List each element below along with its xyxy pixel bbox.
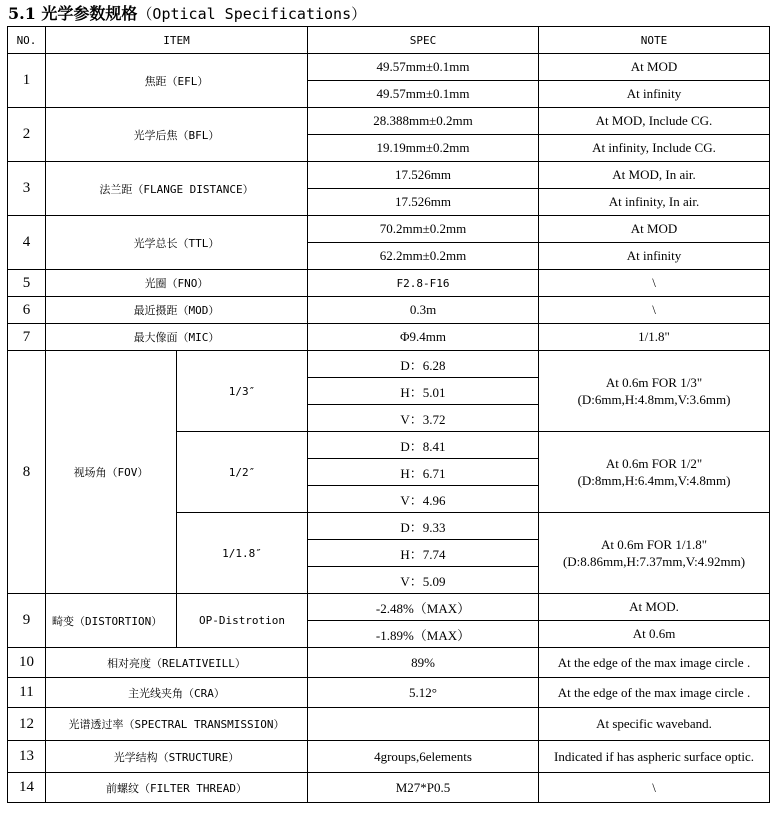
spec-cell: V：5.09 [308, 567, 539, 594]
table-row [8, 216, 770, 243]
spec-cell: M27*P0.5 [308, 773, 539, 803]
table-row [8, 678, 770, 708]
sensor-size-cell: 1/3″ [177, 351, 308, 432]
spec-cell: H：7.74 [308, 540, 539, 567]
note-cell: At MOD. [539, 594, 770, 621]
item-cell: 畸变（DISTORTION） [46, 594, 177, 648]
spec-cell: D：8.41 [308, 432, 539, 459]
item-cell: 相对亮度（RELATIVEILL） [46, 648, 308, 678]
note-line: (D:6mm,H:4.8mm,V:3.6mm) [577, 392, 731, 407]
row-number: 5 [8, 270, 46, 297]
row-number: 9 [8, 594, 46, 648]
section-title-cn: 5.1 光学参数规格 [8, 4, 138, 23]
row-number: 14 [8, 773, 46, 803]
table-row [8, 648, 770, 678]
item-cell: 主光线夹角（CRA） [46, 678, 308, 708]
item-cell: 光学后焦（BFL） [46, 108, 308, 162]
note-cell: \ [539, 270, 770, 297]
header-spec: SPEC [308, 27, 539, 54]
spec-cell: D：9.33 [308, 513, 539, 540]
sub-item-cell: OP-Distrotion [177, 594, 308, 648]
table-row [8, 108, 770, 135]
spec-cell: 49.57mm±0.1mm [308, 54, 539, 81]
spec-cell: 17.526mm [308, 189, 539, 216]
table-row [8, 594, 770, 621]
note-cell [539, 513, 770, 594]
row-number: 7 [8, 324, 46, 351]
spec-cell: 17.526mm [308, 162, 539, 189]
spec-cell: F2.8-F16 [308, 270, 539, 297]
spec-cell: 70.2mm±0.2mm [308, 216, 539, 243]
note-cell: At MOD, In air. [539, 162, 770, 189]
table-row [8, 162, 770, 189]
note-cell: At infinity, In air. [539, 189, 770, 216]
sensor-size-cell: 1/2″ [177, 432, 308, 513]
note-cell: At MOD [539, 216, 770, 243]
table-row [8, 297, 770, 324]
note-cell: 1/1.8" [539, 324, 770, 351]
note-cell [539, 351, 770, 432]
section-title-en: （Optical Specifications） [137, 5, 367, 23]
item-cell: 光圈（FNO） [46, 270, 308, 297]
item-cell: 最大像面（MIC） [46, 324, 308, 351]
spec-cell: 0.3m [308, 297, 539, 324]
note-line: (D:8mm,H:6.4mm,V:4.8mm) [577, 473, 731, 488]
table-row [8, 324, 770, 351]
spec-cell: V：3.72 [308, 405, 539, 432]
spec-cell: -1.89%（MAX） [308, 621, 539, 648]
header-note: NOTE [539, 27, 770, 54]
note-line: At 0.6m FOR 1/3" [605, 375, 703, 390]
optical-spec-table [7, 26, 770, 803]
spec-cell: H：6.71 [308, 459, 539, 486]
note-line: At 0.6m FOR 1/1.8" [600, 537, 708, 552]
note-line: At 0.6m FOR 1/2" [605, 456, 703, 471]
note-line: (D:8.86mm,H:7.37mm,V:4.92mm) [562, 554, 746, 569]
row-number: 1 [8, 54, 46, 108]
item-cell: 光学结构（STRUCTURE） [46, 741, 308, 773]
note-cell: At MOD, Include CG. [539, 108, 770, 135]
spec-cell: 19.19mm±0.2mm [308, 135, 539, 162]
item-cell: 法兰距（FLANGE DISTANCE） [46, 162, 308, 216]
header-row [8, 27, 770, 54]
note-cell: At 0.6m [539, 621, 770, 648]
item-cell: 视场角（FOV） [46, 351, 177, 594]
section-title [8, 2, 366, 26]
sensor-size-cell: 1/1.8″ [177, 513, 308, 594]
row-number: 3 [8, 162, 46, 216]
row-number: 11 [8, 678, 46, 708]
note-cell: At infinity [539, 243, 770, 270]
spec-cell: H：5.01 [308, 378, 539, 405]
spec-cell: Φ9.4mm [308, 324, 539, 351]
spec-cell: V：4.96 [308, 486, 539, 513]
spec-cell: 28.388mm±0.2mm [308, 108, 539, 135]
row-number: 8 [8, 351, 46, 594]
item-cell: 前螺纹（FILTER THREAD） [46, 773, 308, 803]
row-number: 2 [8, 108, 46, 162]
spec-cell: 4groups,6elements [308, 741, 539, 773]
header-no: NO. [8, 27, 46, 54]
item-cell: 光学总长（TTL） [46, 216, 308, 270]
note-cell: Indicated if has aspheric surface optic. [539, 741, 770, 773]
note-cell: At MOD [539, 54, 770, 81]
table-row [8, 270, 770, 297]
row-number: 6 [8, 297, 46, 324]
table-row [8, 741, 770, 773]
spec-cell [308, 708, 539, 741]
spec-cell: 5.12° [308, 678, 539, 708]
spec-cell: 62.2mm±0.2mm [308, 243, 539, 270]
spec-cell: 49.57mm±0.1mm [308, 81, 539, 108]
note-cell: At the edge of the max image circle . [539, 648, 770, 678]
table-row [8, 54, 770, 81]
note-cell: \ [539, 297, 770, 324]
row-number: 12 [8, 708, 46, 741]
note-cell: \ [539, 773, 770, 803]
item-cell: 光谱透过率（SPECTRAL TRANSMISSION） [46, 708, 308, 741]
item-cell: 最近摄距（MOD） [46, 297, 308, 324]
table-row [8, 708, 770, 741]
row-number: 4 [8, 216, 46, 270]
item-cell: 焦距（EFL） [46, 54, 308, 108]
table-row [8, 773, 770, 803]
header-item: ITEM [46, 27, 308, 54]
spec-cell: D：6.28 [308, 351, 539, 378]
note-cell [539, 432, 770, 513]
note-cell: At the edge of the max image circle . [539, 678, 770, 708]
table-row [8, 351, 770, 378]
row-number: 13 [8, 741, 46, 773]
spec-cell: 89% [308, 648, 539, 678]
spec-cell: -2.48%（MAX） [308, 594, 539, 621]
row-number: 10 [8, 648, 46, 678]
note-cell: At infinity, Include CG. [539, 135, 770, 162]
note-cell: At infinity [539, 81, 770, 108]
note-cell: At specific waveband. [539, 708, 770, 741]
